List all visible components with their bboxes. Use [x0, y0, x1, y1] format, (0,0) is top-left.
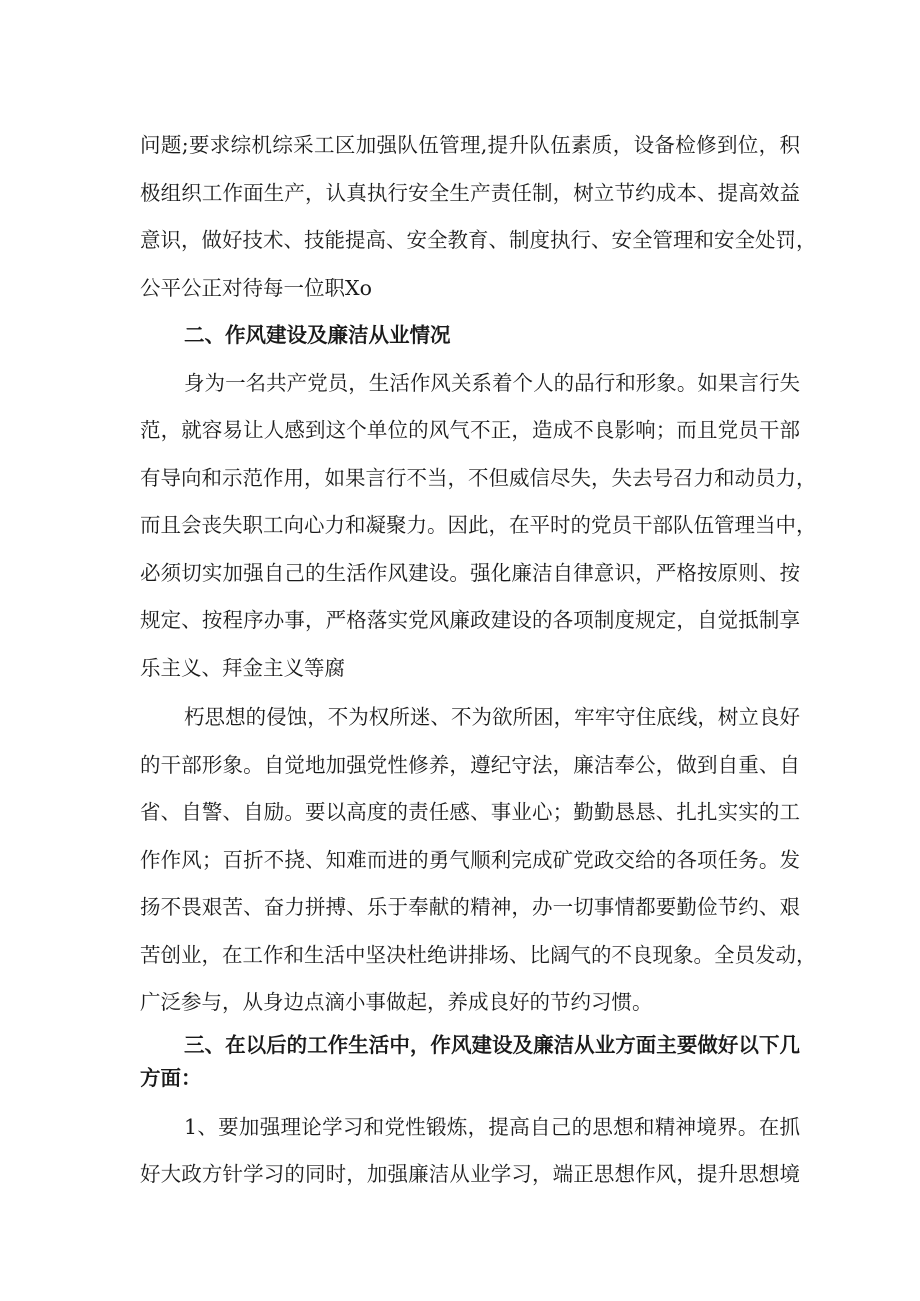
text-line: 必须切实加强自己的生活作风建设。强化廉洁自律意识，严格按原则、按: [140, 561, 800, 585]
text-line: 问题;要求综机综采工区加强队伍管理,提升队伍素质，设备检修到位，积: [140, 133, 800, 157]
text-line: 意识，做好技术、技能提高、安全教育、制度执行、安全管理和安全处罚，: [140, 228, 817, 252]
text-line: 而且会丧失职工向心力和凝聚力。因此，在平时的党员干部队伍管理当中，: [140, 513, 817, 537]
text-line: 苦创业，在工作和生活中坚决杜绝讲排场、比阔气的不良现象。全员发动，: [140, 943, 817, 967]
text-line: 好大政方针学习的同时，加强廉洁从业学习，端正思想作风，提升思想境: [140, 1162, 800, 1186]
text-line: 作作风；百折不挠、知难而进的勇气顺利完成矿党政交给的各项任务。发: [140, 848, 800, 872]
text-line: 公平公正对待每一位职Xo: [140, 276, 372, 300]
section-heading: 三、在以后的工作生活中，作风建设及廉洁从业方面主要做好以下几: [184, 1033, 800, 1057]
text-line: 极组织工作面生产，认真执行安全生产责任制，树立节约成本、提高效益: [140, 181, 800, 205]
text-line: 乐主义、拜金主义等腐: [140, 656, 345, 680]
text-line: 有导向和示范作用，如果言行不当，不但威信尽失，失去号召力和动员力，: [140, 466, 817, 490]
text-line: 范，就容易让人感到这个单位的风气不正，造成不良影响；而且党员干部: [140, 418, 800, 442]
text-line: 朽思想的侵蚀，不为权所迷、不为欲所困，牢牢守住底线，树立良好: [184, 705, 800, 729]
text-line: 省、自警、自励。要以高度的责任感、事业心；勤勤恳恳、扎扎实实的工: [140, 800, 800, 824]
section-heading: 二、作风建设及廉洁从业情况: [184, 323, 451, 347]
section-heading: 方面：: [140, 1066, 202, 1090]
text-line: 的干部形象。自觉地加强党性修养，遵纪守法，廉洁奉公，做到自重、自: [140, 753, 800, 777]
text-line: 规定、按程序办事，严格落实党风廉政建设的各项制度规定，自觉抵制享: [140, 608, 800, 632]
text-line: 1、要加强理论学习和党性锻炼，提高自己的思想和精神境界。在抓: [184, 1115, 800, 1139]
text-line: 身为一名共产党员，生活作风关系着个人的品行和形象。如果言行失: [184, 371, 800, 395]
text-line: 扬不畏艰苦、奋力拼搏、乐于奉献的精神，办一切事情都要勤俭节约、艰: [140, 895, 800, 919]
text-line: 广泛参与，从身边点滴小事做起，养成良好的节约习惯。: [140, 990, 653, 1014]
